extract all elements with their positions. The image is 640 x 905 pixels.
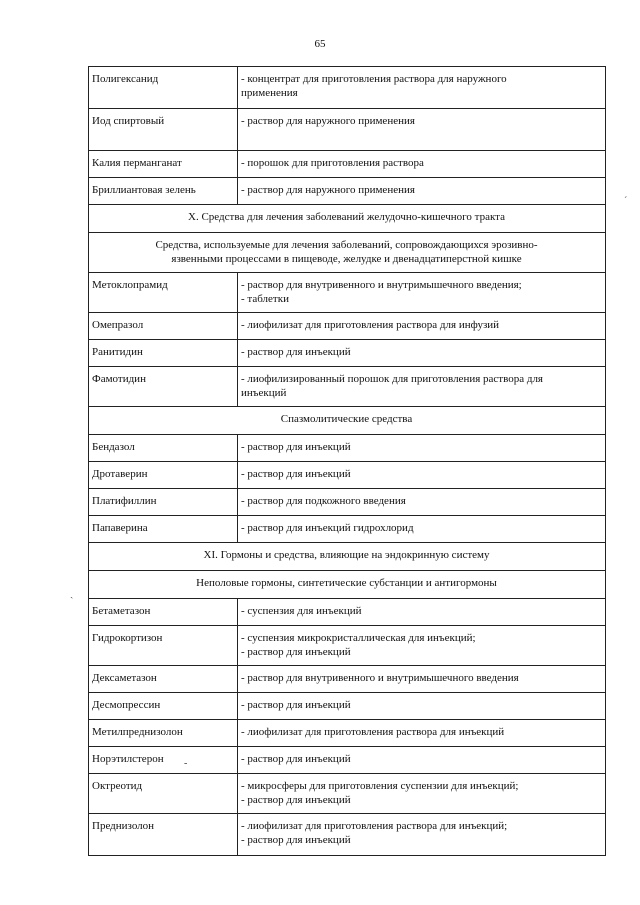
table-row [89, 313, 606, 340]
drug-name: Десмопрессин [89, 693, 238, 720]
table-row [89, 666, 606, 693]
drug-name: Омепразол [89, 313, 238, 340]
dosage-form-line: - раствор для инъекций [241, 753, 351, 765]
dosage-form [238, 720, 606, 747]
drug-name: Бендазол [89, 435, 238, 462]
table-row [89, 814, 606, 856]
subsection-row [89, 233, 606, 273]
dosage-form [238, 67, 606, 109]
dosage-form [238, 774, 606, 814]
dosage-form-line: - раствор для инъекций [241, 834, 351, 846]
dosage-form-line: - лиофилизат для приготовления раствора для инъекций; [241, 820, 508, 832]
table-row [89, 626, 606, 666]
dosage-form [238, 151, 606, 178]
table-row [89, 367, 606, 407]
table-row [89, 693, 606, 720]
drug-name: Метилпреднизолон [89, 720, 238, 747]
dosage-form [238, 516, 606, 543]
dosage-form [238, 273, 606, 313]
dosage-form [238, 313, 606, 340]
table-row [89, 774, 606, 814]
subsection-heading: Спазмолитические средства [89, 407, 606, 435]
subsection-row [89, 571, 606, 599]
dosage-form-line: - концентрат для приготовления раствора для наружного [241, 73, 507, 85]
table-row [89, 67, 606, 109]
table-row [89, 599, 606, 626]
dosage-form-line: - раствор для подкожного введения [241, 495, 406, 507]
table-row [89, 516, 606, 543]
section-heading: X. Средства для лечения заболеваний желудочно-кишечного тракта [89, 205, 606, 233]
table-row [89, 340, 606, 367]
drug-name: Преднизолон [89, 814, 238, 856]
drug-table [88, 66, 606, 856]
table-row [89, 273, 606, 313]
scan-mark: ˊ [624, 196, 628, 207]
dosage-form-line: - раствор для наружного применения [241, 184, 415, 196]
table-row [89, 435, 606, 462]
drug-name: Фамотидин [89, 367, 238, 407]
dosage-form-line: - порошок для приготовления раствора [241, 157, 424, 169]
page-number: 65 [314, 38, 326, 50]
dosage-form-line: - раствор для инъекций [241, 468, 351, 480]
dosage-form-line: - лиофилизат для приготовления раствора для инфузий [241, 319, 500, 331]
table-row [89, 720, 606, 747]
drug-name: Ранитидин [89, 340, 238, 367]
scan-mark: - [184, 758, 188, 769]
subsection-line: Средства, используемые для лечения заболеваний, сопровождающихся эрозивно- [155, 239, 538, 251]
scan-mark: ˎ [70, 588, 74, 599]
drug-name: Калия перманганат [89, 151, 238, 178]
section-heading: XI. Гормоны и средства, влияющие на эндокринную систему [89, 543, 606, 571]
drug-name: Папаверина [89, 516, 238, 543]
table-row [89, 178, 606, 205]
table-row [89, 462, 606, 489]
dosage-form [238, 626, 606, 666]
subsection-heading [89, 233, 606, 273]
dosage-form [238, 747, 606, 774]
subsection-line: язвенными процессами в пищеводе, желудке и двенадцатиперстной кишке [171, 253, 522, 265]
drug-name: Дексаметазон [89, 666, 238, 693]
dosage-form-line: - раствор для наружного применения [241, 115, 415, 127]
drug-name: Бетаметазон [89, 599, 238, 626]
table-row [89, 489, 606, 516]
dosage-form [238, 340, 606, 367]
section-row [89, 543, 606, 571]
drug-name: Платифиллин [89, 489, 238, 516]
dosage-form-line: - микросферы для приготовления суспензии для инъекций; [241, 780, 519, 792]
dosage-form-line: - раствор для инъекций [241, 699, 351, 711]
dosage-form-line: - раствор для инъекций [241, 646, 351, 658]
dosage-form-line: инъекций [241, 387, 287, 399]
dosage-form-line: - лиофилизированный порошок для приготовления раствора для [241, 373, 543, 385]
table-row [89, 747, 606, 774]
dosage-form-line: применения [241, 87, 298, 99]
drug-name: Норэтилстерон [89, 747, 238, 774]
dosage-form [238, 814, 606, 856]
dosage-form-line: - раствор для внутривенного и внутримышечного введения [241, 672, 519, 684]
table-row [89, 109, 606, 151]
dosage-form [238, 109, 606, 151]
dosage-form [238, 489, 606, 516]
section-row [89, 205, 606, 233]
drug-name: Метоклопрамид [89, 273, 238, 313]
table-row [89, 151, 606, 178]
dosage-form [238, 599, 606, 626]
dosage-form-line: - раствор для инъекций гидрохлорид [241, 522, 414, 534]
dosage-form [238, 435, 606, 462]
dosage-form [238, 693, 606, 720]
dosage-form [238, 178, 606, 205]
drug-name: Иод спиртовый [89, 109, 238, 151]
dosage-form [238, 666, 606, 693]
drug-name: Октреотид [89, 774, 238, 814]
drug-name: Бриллиантовая зелень [89, 178, 238, 205]
subsection-row [89, 407, 606, 435]
dosage-form-line: - суспензия для инъекций [241, 605, 362, 617]
drug-name: Дротаверин [89, 462, 238, 489]
subsection-heading: Неполовые гормоны, синтетические субстанции и антигормоны [89, 571, 606, 599]
drug-name: Полигексанид [89, 67, 238, 109]
dosage-form-line: - таблетки [241, 293, 289, 305]
dosage-form [238, 462, 606, 489]
dosage-form-line: - раствор для инъекций [241, 441, 351, 453]
dosage-form-line: - раствор для инъекций [241, 346, 351, 358]
dosage-form-line: - раствор для инъекций [241, 794, 351, 806]
dosage-form-line: - раствор для внутривенного и внутримышечного введения; [241, 279, 522, 291]
drug-name: Гидрокортизон [89, 626, 238, 666]
dosage-form [238, 367, 606, 407]
dosage-form-line: - лиофилизат для приготовления раствора для инъекций [241, 726, 505, 738]
dosage-form-line: - суспензия микрокристаллическая для инъекций; [241, 632, 476, 644]
